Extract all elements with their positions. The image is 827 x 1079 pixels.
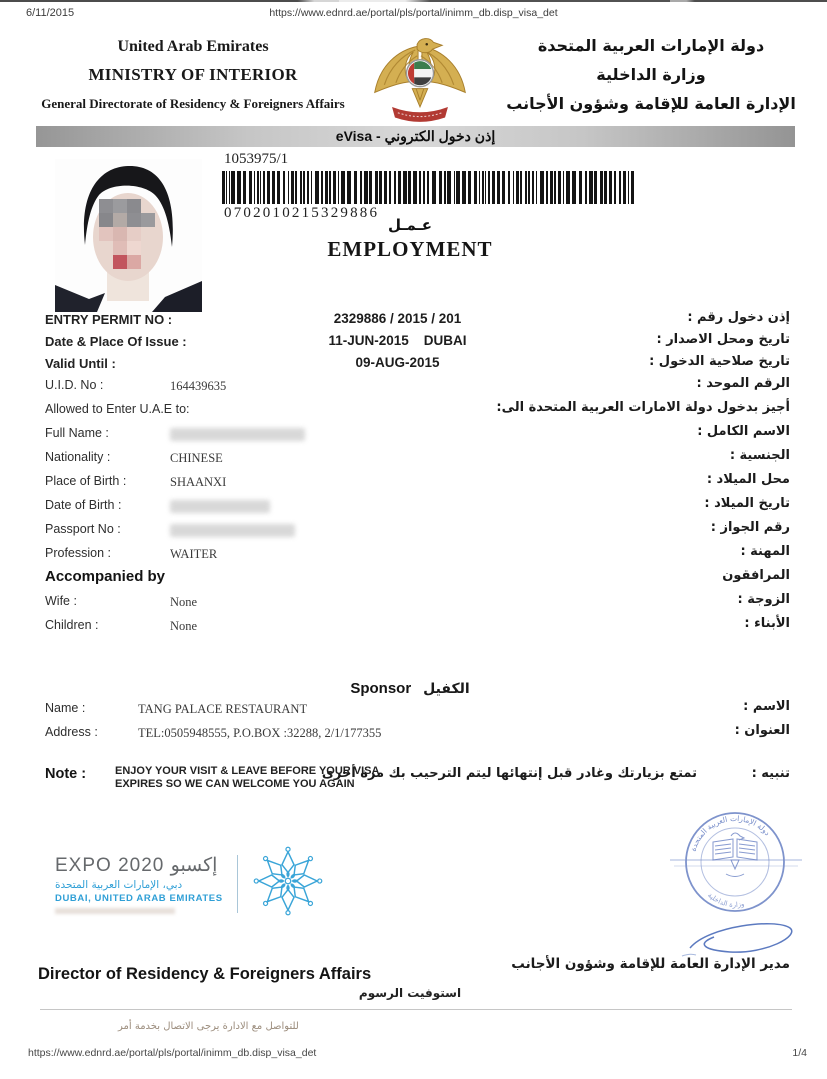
field-label: Valid Until :	[45, 356, 116, 371]
field-label: Allowed to Enter U.A.E to:	[45, 402, 190, 416]
field-label-arabic: المهنة :	[740, 544, 790, 559]
field-label: Address :	[45, 725, 98, 739]
note-text-line2: EXPIRES SO WE CAN WELCOME YOU AGAIN	[115, 778, 355, 790]
barcode-number: 0702010215329886	[224, 205, 380, 221]
sponsor-title-ar: الكفيل	[423, 681, 470, 697]
field-value: 2329886 / 2015 / 201	[333, 311, 462, 326]
note-label-en: Note :	[45, 766, 87, 782]
field-row-place-of-birth	[0, 471, 827, 495]
field-label: Name :	[45, 701, 86, 715]
field-value: SHAANXI	[170, 475, 227, 489]
print-date: 6/11/2015	[26, 7, 75, 19]
applicant-photo	[55, 159, 202, 317]
sponsor-heading	[300, 680, 520, 697]
country-name-en: United Arab Emirates	[117, 38, 269, 55]
field-label-arabic: العنوان :	[734, 723, 790, 738]
field-label: Passport No :	[45, 522, 121, 536]
ministry-name-en: MINISTRY OF INTERIOR	[88, 65, 298, 84]
page-number: 1/4	[792, 1047, 807, 1059]
field-value: CHINESE	[170, 451, 223, 465]
accompanied-title-ar: المرافقون	[722, 568, 790, 583]
field-row-nationality	[0, 447, 827, 471]
svg-text:وزارة الداخلية: وزارة الداخلية	[706, 891, 746, 910]
field-label-arabic: الاسم الكامل :	[697, 424, 790, 439]
field-label-arabic: الاسم :	[743, 699, 790, 714]
field-label-arabic: الرقم الموحد :	[696, 376, 790, 391]
footer-divider	[40, 1009, 792, 1010]
director-title-en: Director of Residency & Foreigners Affairs	[38, 965, 372, 983]
note-text-line1: ENJOY YOUR VISIT & LEAVE BEFORE YOUR VISA	[115, 765, 380, 777]
redacted-value	[170, 428, 305, 441]
note-label-ar: تنبيه :	[751, 766, 790, 781]
field-label-arabic: الأبناء :	[744, 616, 790, 631]
field-value: 11-JUN-2015 DUBAI	[328, 333, 467, 348]
expo-logo-separator	[237, 855, 238, 913]
field-label: Children :	[45, 618, 99, 632]
field-label-arabic: تاريخ ومحل الاصدار :	[656, 332, 790, 347]
directorate-name-ar: الإدارة العامة للإقامة وشؤون الأجانب	[506, 94, 796, 113]
scan-artifact-line	[0, 0, 827, 2]
field-label: Place of Birth :	[45, 474, 127, 488]
field-value: 164439635	[170, 379, 227, 393]
field-label-arabic: إذن دخول رقم :	[687, 310, 790, 325]
barcode	[222, 171, 640, 204]
accompanied-title-en: Accompanied by	[45, 568, 166, 585]
field-value: None	[170, 595, 198, 609]
expo-2020-logo	[55, 845, 324, 922]
contact-note-ar: للتواصل مع الادارة يرجى الاتصال بخدمة أمر	[118, 1021, 299, 1032]
field-value: WAITER	[170, 547, 218, 561]
footer-url: https://www.ednrd.ae/portal/pls/portal/inimm_db.disp_visa_det	[28, 1047, 317, 1059]
field-label: Nationality :	[45, 450, 111, 464]
field-label-arabic: رقم الجواز :	[710, 520, 790, 535]
field-label: Profession :	[45, 546, 112, 560]
field-row-entry-permit	[0, 309, 827, 331]
sponsor-row-address	[0, 722, 827, 746]
expo-subtitle-ar: دبي، الإمارات العربية المتحدة	[55, 878, 183, 891]
field-label: Date & Place Of Issue :	[45, 334, 187, 349]
redacted-value	[170, 500, 270, 513]
print-url: https://www.ednrd.ae/portal/pls/portal/inimm_db.disp_visa_det	[269, 7, 558, 19]
field-row-children	[0, 615, 827, 639]
field-row-wife	[0, 591, 827, 615]
field-row-passport	[0, 519, 827, 543]
expo-logo-text	[55, 854, 223, 914]
accompanied-heading-row	[0, 567, 827, 591]
note-text-ar: تمتع بزيارتك وغادر قبل إنتهائها ليتم الترحيب بك مرة أخرى	[321, 766, 697, 781]
expo-rosette-icon	[252, 845, 324, 922]
field-row-valid-until	[0, 353, 827, 375]
sponsor-title-en: Sponsor	[350, 680, 412, 697]
field-row-profession	[0, 543, 827, 567]
field-row-full-name	[0, 423, 827, 447]
expo-subtitle-en: DUBAI, UNITED ARAB EMIRATES	[55, 892, 223, 904]
visa-type-english: EMPLOYMENT	[327, 237, 493, 261]
uae-falcon-emblem-icon	[367, 32, 473, 131]
sponsor-row-name	[0, 698, 827, 722]
field-value: TEL:0505948555, P.O.BOX :32288, 2/1/177355	[138, 726, 382, 740]
svg-text:دولة الإمارات العربية المتحدة: دولة الإمارات العربية المتحدة	[688, 813, 772, 853]
letterhead-arabic	[501, 36, 801, 123]
director-title-ar: مدير الإدارة العامة للإقامة وشؤون الأجانب	[511, 956, 790, 972]
expo-struck-text-artifact	[55, 908, 175, 914]
field-label-arabic: أجيز بدخول دولة الامارات العربية المتحدة الى:	[496, 400, 790, 415]
fees-collected-text: استوفيت الرسوم	[358, 986, 462, 1000]
permit-serial-number: 1053975/1	[224, 151, 289, 167]
field-label: ENTRY PERMIT NO :	[45, 312, 173, 327]
field-row-date-of-birth	[0, 495, 827, 519]
sponsor-section	[0, 698, 827, 746]
field-row-uid	[0, 375, 827, 399]
redacted-value	[170, 524, 295, 537]
field-value: 09-AUG-2015	[355, 355, 440, 370]
ministry-name-ar: وزارة الداخلية	[596, 65, 706, 84]
field-label-arabic: الجنسية :	[729, 448, 790, 463]
evisa-title-banner: eVisa - إذن دخول الكتروني	[36, 126, 795, 147]
field-label-arabic: الزوجة :	[737, 592, 790, 607]
field-row-issue	[0, 331, 827, 353]
field-label-arabic: تاريخ الميلاد :	[704, 496, 790, 511]
field-value: None	[170, 619, 198, 633]
field-label: Wife :	[45, 594, 77, 608]
field-label-arabic: تاريخ صلاحية الدخول :	[649, 354, 790, 369]
letterhead-english	[38, 38, 348, 112]
visa-type-arabic: عـمـل	[388, 216, 432, 234]
country-name-ar: دولة الإمارات العربية المتحدة	[537, 36, 765, 55]
field-value: TANG PALACE RESTAURANT	[138, 702, 308, 716]
field-label: Full Name :	[45, 426, 109, 440]
field-label-arabic: محل الميلاد :	[706, 472, 790, 487]
visa-details-section	[0, 309, 827, 639]
expo-wordmark: EXPO 2020 إكسبو	[55, 854, 218, 876]
field-label: U.I.D. No :	[45, 378, 104, 392]
field-label: Date of Birth :	[45, 498, 122, 512]
directorate-name-en: General Directorate of Residency & Foreigners Affairs	[41, 96, 345, 111]
field-row-allowed	[0, 399, 827, 423]
